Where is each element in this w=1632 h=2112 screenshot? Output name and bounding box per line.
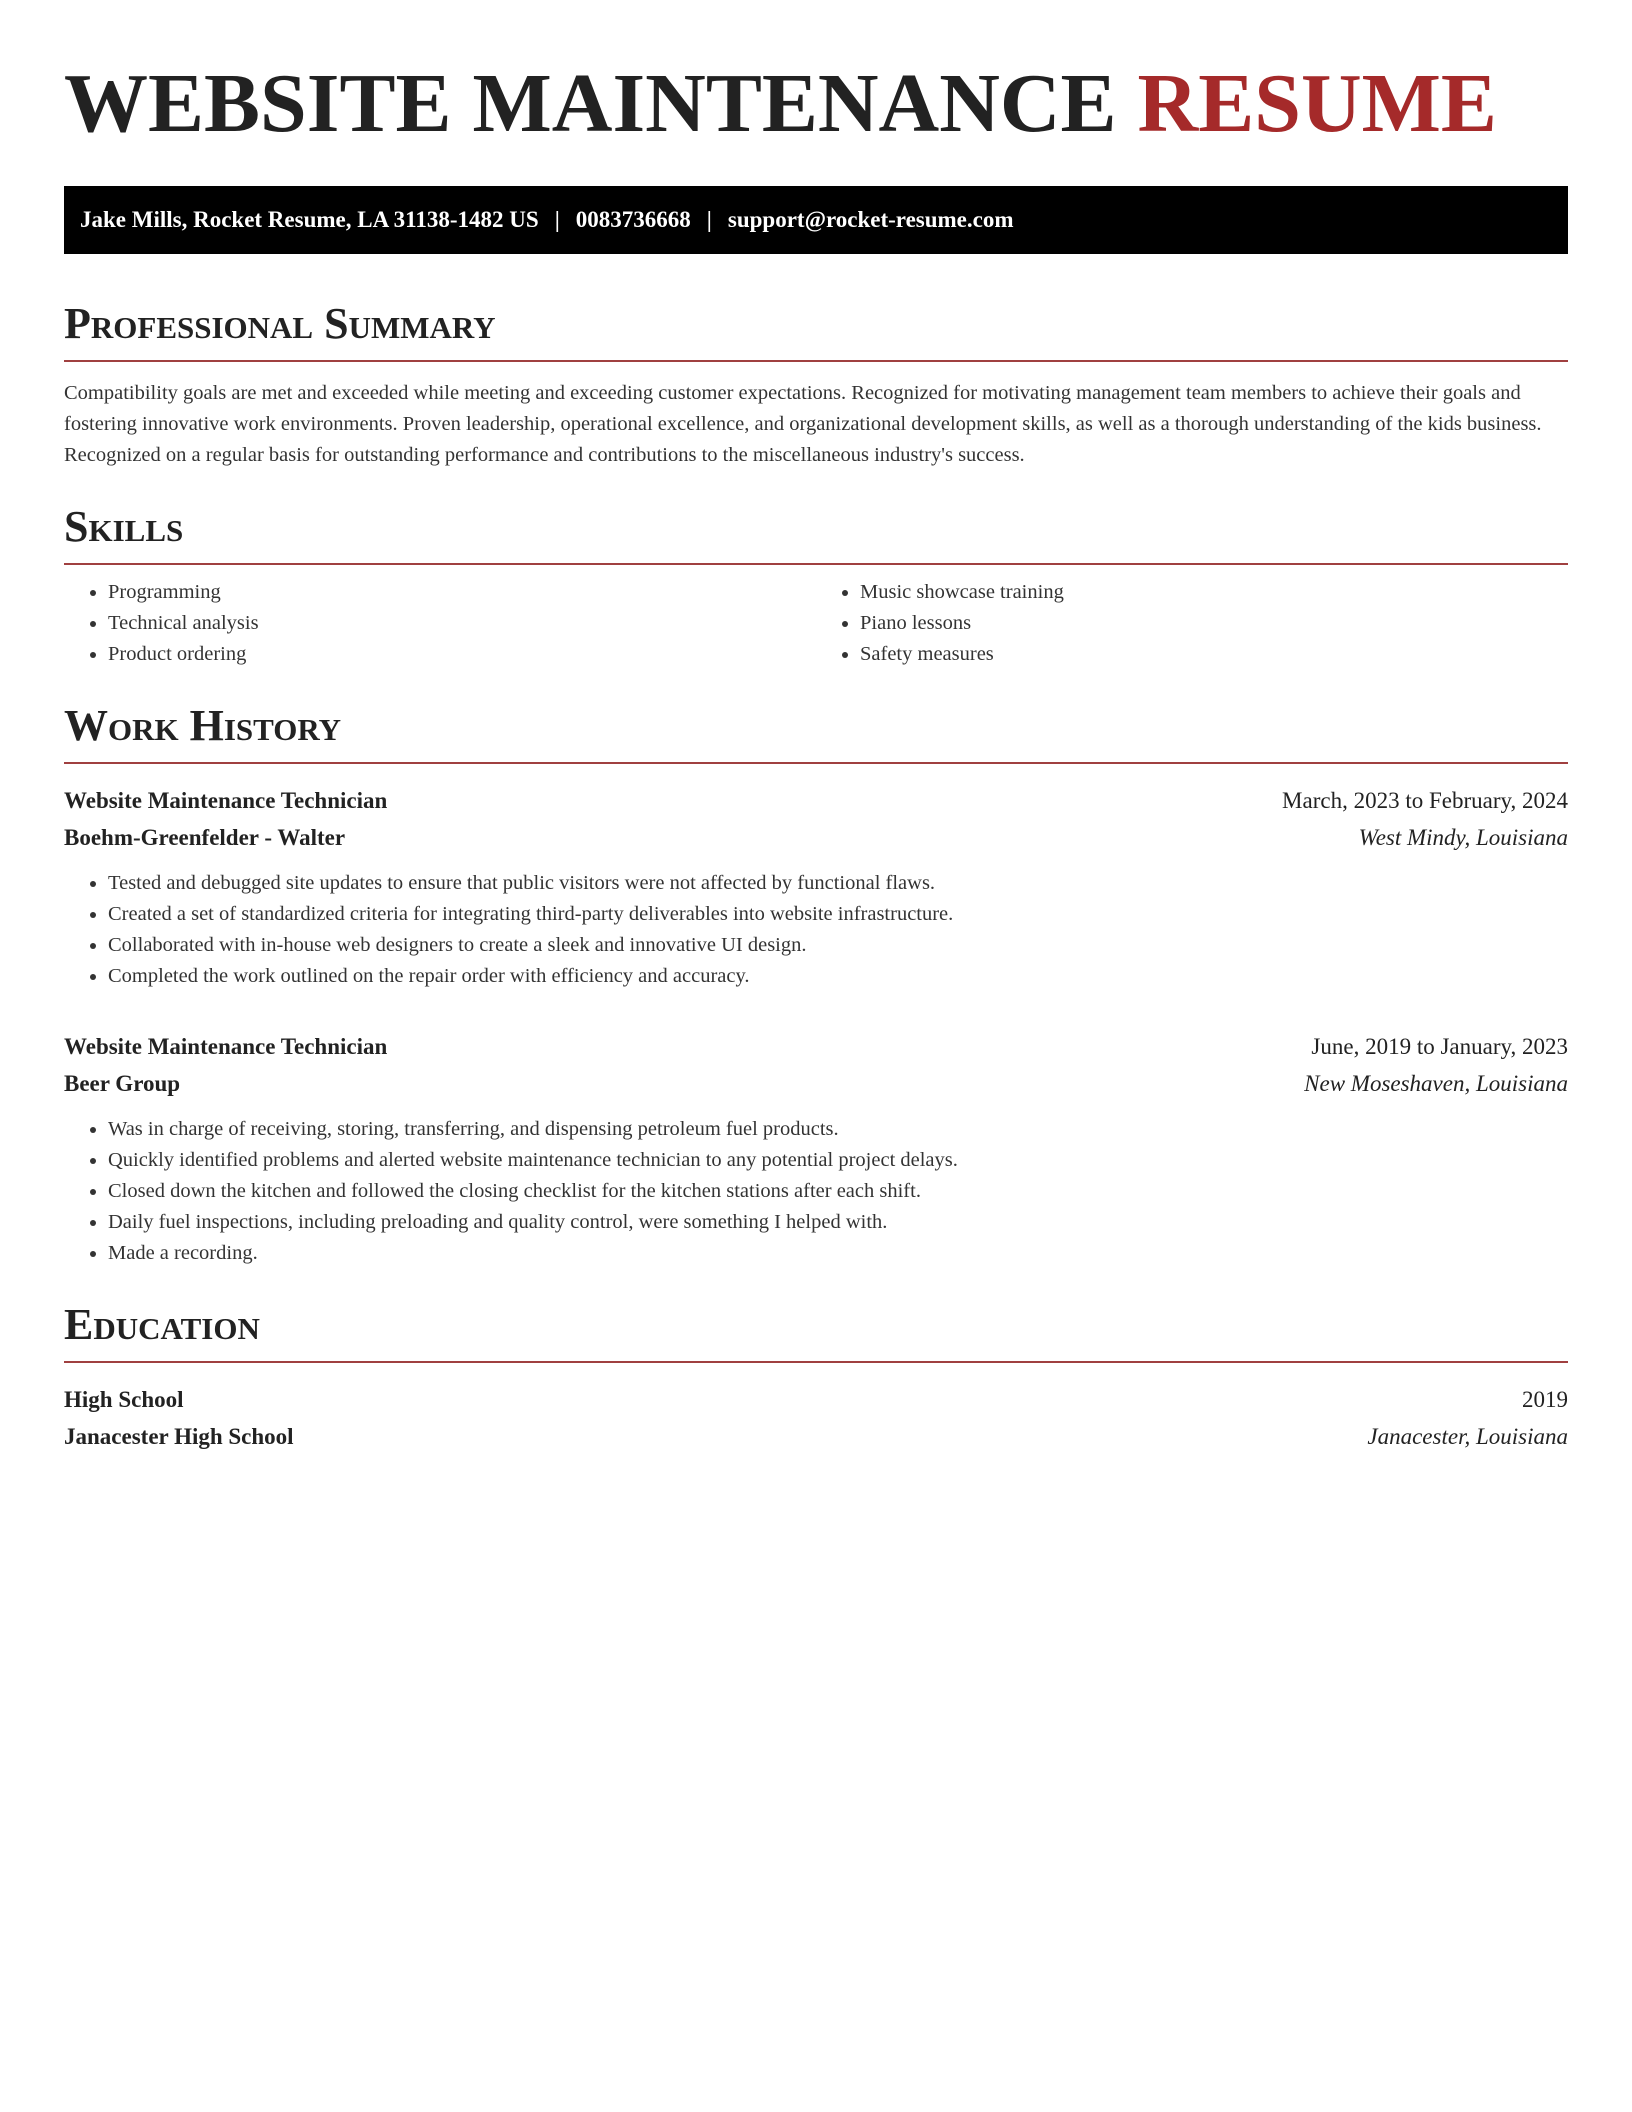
education-header (64, 1381, 1568, 1418)
job-bullet: • Completed the work outlined on the repair order with efficiency and accuracy. (108, 961, 1568, 992)
contact-phone: 0083736668 (575, 207, 691, 232)
job-position: Website Maintenance Technician (64, 1034, 388, 1059)
skills-list-left (64, 577, 816, 670)
contact-address: Jake Mills, Rocket Resume, LA 31138-1482 US (80, 207, 539, 232)
job-header (64, 1028, 1568, 1065)
job-bullet: • Quickly identified problems and alerted website maintenance technician to any potential project delays. (108, 1145, 1568, 1176)
contact-separator: | (706, 207, 712, 232)
summary-text: Compatibility goals are met and exceeded while meeting and exceeding customer expectations. Recognized for motivating management team members to achieve their goals and fostering innovative work environments. Proven leadership, operational excellence, and organizational development skills, as well as a thorough understanding of the kids business. Recognized on a regular basis for outstanding performance and contributions to the miscellaneous industry's success. (64, 382, 1542, 466)
job-entry (64, 1028, 1568, 1269)
work-history-section (64, 700, 1568, 1269)
title-accent: RESUME (1137, 57, 1497, 150)
skill-item: • Piano lessons (860, 608, 1568, 639)
resume-title (64, 56, 1568, 152)
section-title-education: Education (64, 1300, 260, 1349)
section-divider (64, 1361, 1568, 1363)
education-location: Janacester, Louisiana (1367, 1424, 1568, 1449)
job-bullets (64, 1114, 1568, 1269)
job-subheader (64, 1065, 1568, 1102)
education-entry (64, 1381, 1568, 1455)
skills-list-right (816, 577, 1568, 670)
education-year: 2019 (1522, 1387, 1568, 1412)
skills-columns (64, 577, 1568, 670)
job-bullets (64, 868, 1568, 992)
contact-separator: | (554, 207, 560, 232)
section-divider (64, 360, 1568, 362)
job-bullet: • Tested and debugged site updates to ensure that public visitors were not affected by functional flaws. (108, 868, 1568, 899)
skill-item: • Product ordering (108, 639, 816, 670)
job-bullet: • Collaborated with in-house web designers to create a sleek and innovative UI design. (108, 930, 1568, 961)
skills-section (64, 501, 1568, 670)
education-degree: High School (64, 1387, 184, 1412)
section-divider (64, 762, 1568, 764)
skill-item: • Technical analysis (108, 608, 816, 639)
job-position: Website Maintenance Technician (64, 788, 388, 813)
job-bullet: • Made a recording. (108, 1238, 1568, 1269)
job-location: West Mindy, Louisiana (1358, 825, 1568, 850)
education-school: Janacester High School (64, 1424, 294, 1449)
job-location: New Moseshaven, Louisiana (1304, 1071, 1568, 1096)
job-subheader (64, 819, 1568, 856)
skill-item: • Programming (108, 577, 816, 608)
education-subheader (64, 1418, 1568, 1455)
contact-email: support@rocket-resume.com (727, 207, 1014, 232)
job-bullet: • Was in charge of receiving, storing, transferring, and dispensing petroleum fuel products. (108, 1114, 1568, 1145)
job-bullet: • Created a set of standardized criteria for integrating third-party deliverables into website infrastructure. (108, 899, 1568, 930)
contact-bar (64, 186, 1568, 254)
job-bullet: • Daily fuel inspections, including preloading and quality control, were something I helped with. (108, 1207, 1568, 1238)
skill-item: • Music showcase training (860, 577, 1568, 608)
job-entry (64, 782, 1568, 992)
summary-section (64, 298, 1568, 471)
job-bullet: • Closed down the kitchen and followed the closing checklist for the kitchen stations after each shift. (108, 1176, 1568, 1207)
title-main: WEBSITE MAINTENANCE (64, 57, 1117, 150)
job-dates: June, 2019 to January, 2023 (1311, 1034, 1568, 1059)
section-title-skills: Skills (64, 502, 184, 551)
education-section (64, 1299, 1568, 1455)
section-title-summary: Professional Summary (64, 299, 496, 348)
job-header (64, 782, 1568, 819)
section-divider (64, 563, 1568, 565)
job-company: Boehm-Greenfelder - Walter (64, 825, 346, 850)
job-dates: March, 2023 to February, 2024 (1282, 788, 1568, 813)
section-title-work: Work History (64, 701, 342, 750)
skill-item: • Safety measures (860, 639, 1568, 670)
job-company: Beer Group (64, 1071, 181, 1096)
